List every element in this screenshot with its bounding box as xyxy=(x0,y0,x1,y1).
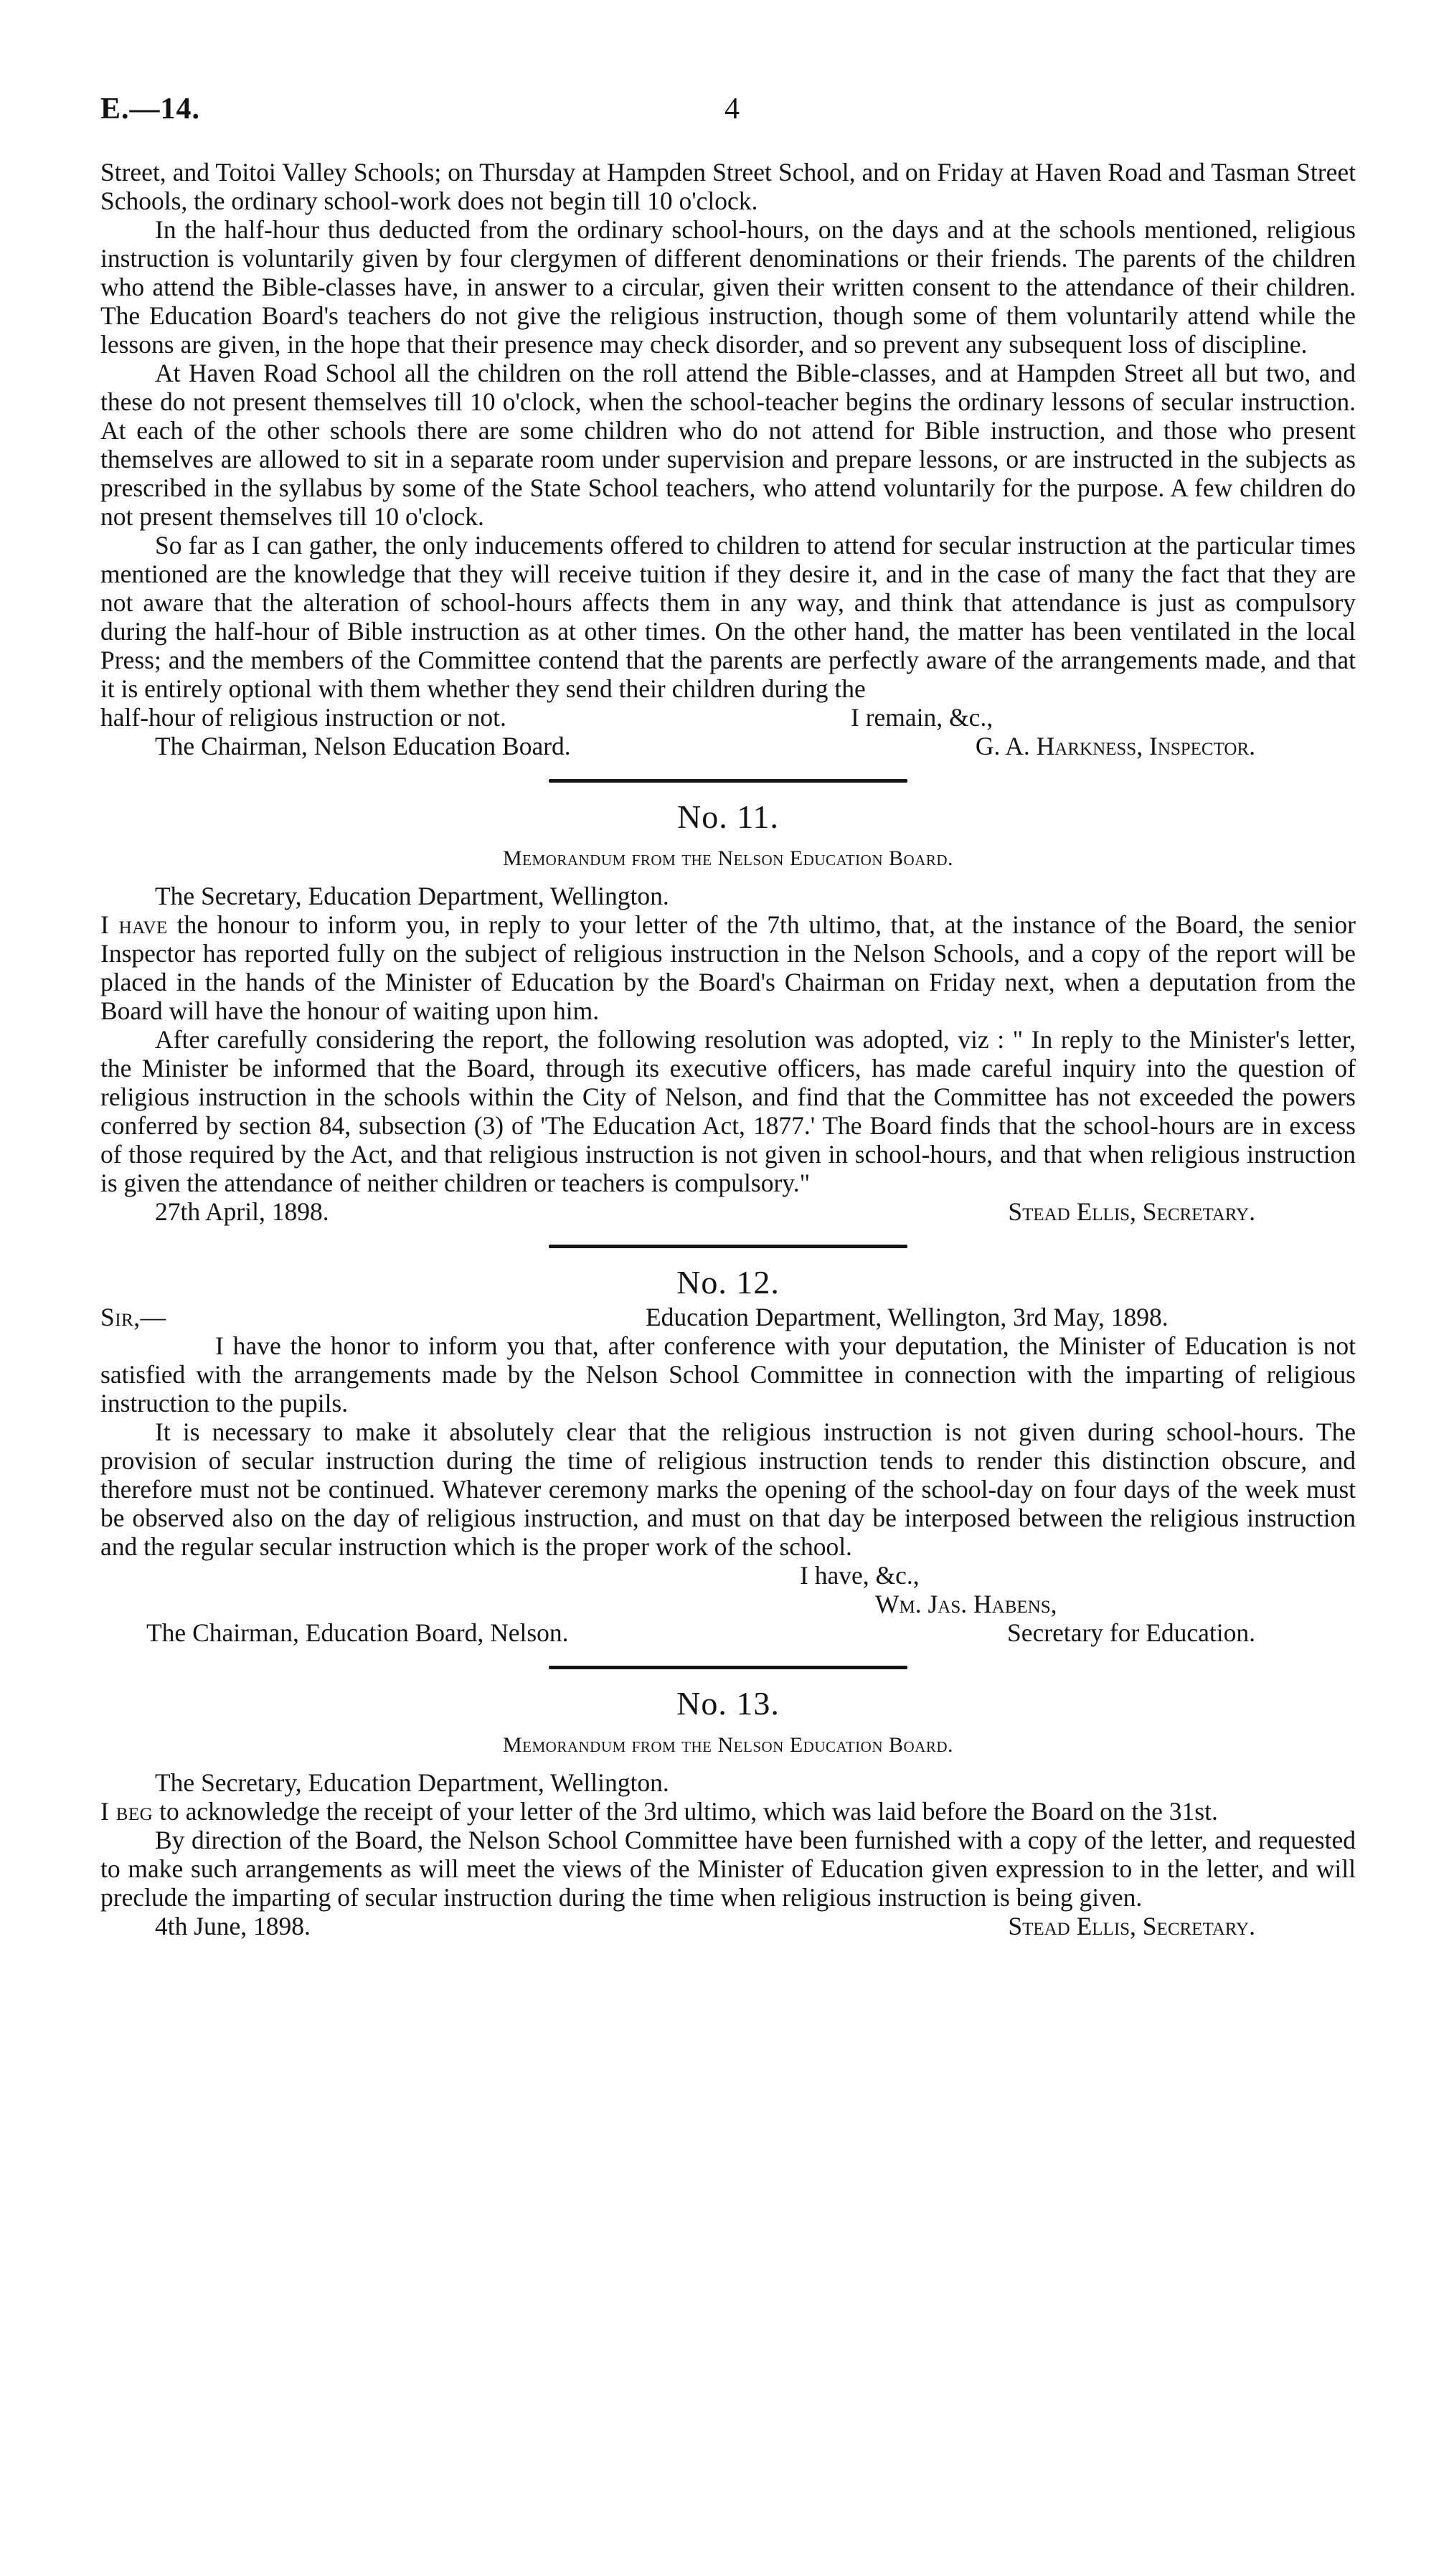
closing-line xyxy=(100,703,1356,732)
memo-heading xyxy=(100,1731,1356,1760)
paragraph-last-line: half-hour of religious instruction or not. xyxy=(100,703,506,732)
section-divider xyxy=(549,779,907,783)
memo-heading-text: Memorandum from the Nelson Education Board. xyxy=(502,846,954,870)
signature: Stead Ellis, Secretary. xyxy=(1008,1197,1255,1226)
date: 27th April, 1898. xyxy=(155,1197,329,1226)
signature-line xyxy=(100,1197,1356,1226)
signer-title: Secretary for Education. xyxy=(1007,1618,1255,1647)
memo-heading-text: Memorandum from the Nelson Education Board. xyxy=(502,1733,954,1757)
letter-10-continuation xyxy=(100,158,1356,760)
paragraph xyxy=(100,910,1356,1025)
date: 4th June, 1898. xyxy=(155,1912,311,1940)
signer-line xyxy=(100,1590,1356,1618)
paragraph: After carefully considering the report, the following resolution was adopted, viz : " In reply to the Minister's letter, the Minister be informed that the Board, through its executive officers, has made careful inquiry into the question of religious instruction in the schools within the City of Nelson, and find that the Committee has not exceeded the powers conferred by section 84, subsection (3) of 'The Education Act, 1877.' The Board finds that the school-hours are in excess of those required by the Act, and that religious instruction is not given in school-hours, and that when religious instruction is given the attendance of neither children or teachers is compulsory." xyxy=(100,1025,1356,1197)
paragraph: It is necessary to make it absolutely clear that the religious instruction is not given during school-hours. The provision of secular instruction during the time of religious instruction tends to render this distinction obscure, and therefore must not be continued. Whatever ceremony marks the opening of the school-day on four days of the week must be observed also on the day of religious instruction, and must on that day be interposed between the religious instruction and the regular secular instruction which is the proper work of the school. xyxy=(100,1417,1356,1561)
salutation: Sir,— xyxy=(100,1303,166,1331)
addressee: The Chairman, Nelson Education Board. xyxy=(155,732,571,760)
section-title: No. 11. xyxy=(676,798,779,835)
closing-line xyxy=(100,1561,1356,1590)
document-reference: E.—14. xyxy=(100,93,201,126)
page-header xyxy=(100,92,1356,135)
paragraph-body: to acknowledge the receipt of your letter of the 3rd ultimo, which was laid before the Board on the 31st. xyxy=(153,1797,1218,1826)
paragraph: I have the honor to inform you that, after conference with your deputation, the Minister of Education is not satisfied with the arrangements made by the Nelson School Committee in connection with the imparting of religious instruction to the pupils. xyxy=(100,1331,1356,1417)
signature: G. A. Harkness, Inspector. xyxy=(975,732,1255,760)
lead-words: I have xyxy=(100,910,168,939)
signature: Stead Ellis, Secretary. xyxy=(1008,1912,1255,1940)
letter-no-12 xyxy=(100,1263,1356,1647)
lead-words: I beg xyxy=(100,1797,154,1826)
addressee: The Secretary, Education Department, Wellington. xyxy=(155,1768,669,1797)
page-content xyxy=(100,158,1356,1940)
section-title: No. 13. xyxy=(676,1685,780,1722)
paragraph: By direction of the Board, the Nelson School Committee have been furnished with a copy of the letter, and requested to make such arrangements as will meet the views of the Minister of Education given expression to in the letter, and will preclude the imparting of secular instruction during the time when religious instruction is being given. xyxy=(100,1826,1356,1912)
paragraph xyxy=(100,1797,1356,1826)
signer-name: Wm. Jas. Habens, xyxy=(875,1590,1057,1618)
paragraph: So far as I can gather, the only inducements offered to children to attend for secular instruction at the particular times mentioned are the knowledge that they will receive tuition if they desire it, and in the case of many the fact that they are not aware that the alteration of school-hours affects them in any way, and think that attendance is just as compulsory during the half-hour of Bible instruction as at other times. On the other hand, the matter has been ventilated in the local Press; and the members of the Committee contend that the parents are perfectly aware of the arrangements made, and that it is entirely optional with them whether they send their children during the xyxy=(100,531,1356,703)
closing-phrase: I remain, &c., xyxy=(851,703,993,732)
page-number: 4 xyxy=(724,93,740,126)
section-title: No. 12. xyxy=(676,1264,780,1301)
place-and-date: Education Department, Wellington, 3rd May, 1898. xyxy=(646,1303,1169,1331)
addressee: The Secretary, Education Department, Wellington. xyxy=(155,882,669,910)
paragraph: In the half-hour thus deducted from the ordinary school-hours, on the days and at the schools mentioned, religious instruction is voluntarily given by four clergymen of different denominations or their friends. The parents of the children who attend the Bible-classes have, in answer to a circular, given their written consent to the attendance of their children. The Education Board's teachers do not give the religious instruction, though some of them voluntarily attend while the lessons are given, in the hope that their presence may check disorder, and so prevent any subsequent loss of discipline. xyxy=(100,215,1356,359)
memo-heading xyxy=(100,844,1356,873)
signature-line xyxy=(100,732,1356,760)
addressee: The Chairman, Education Board, Nelson. xyxy=(146,1618,569,1647)
section-divider xyxy=(549,1245,907,1248)
signature-line xyxy=(100,1618,1356,1647)
memo-no-11 xyxy=(100,797,1356,1226)
salutation-line xyxy=(100,1303,1356,1331)
memo-no-13 xyxy=(100,1684,1356,1940)
signature-line xyxy=(100,1912,1356,1940)
section-divider xyxy=(549,1666,907,1669)
closing-phrase: I have, &c., xyxy=(800,1561,920,1590)
paragraph: At Haven Road School all the children on the roll attend the Bible-classes, and at Hampden Street all but two, and these do not present themselves till 10 o'clock, when the school-teacher begins the ordinary lessons of secular instruction. At each of the other schools there are some children who do not attend for Bible instruction, and those who present themselves are allowed to sit in a separate room under supervision and prepare lessons, or are instructed in the subjects as prescribed in the syllabus by some of the State School teachers, who attend voluntarily for the purpose. A few children do not present themselves till 10 o'clock. xyxy=(100,359,1356,531)
paragraph-body: the honour to inform you, in reply to your letter of the 7th ultimo, that, at the instance of the Board, the senior Inspector has reported fully on the subject of religious instruction in the Nelson Schools, and a copy of the report will be placed in the hands of the Minister of Education by the Board's Chairman on Friday next, when a deputation from the Board will have the honour of waiting upon him. xyxy=(100,910,1356,1025)
paragraph: Street, and Toitoi Valley Schools; on Thursday at Hampden Street School, and on Friday at Haven Road and Tasman Street Schools, the ordinary school-work does not begin till 10 o'clock. xyxy=(100,158,1356,215)
